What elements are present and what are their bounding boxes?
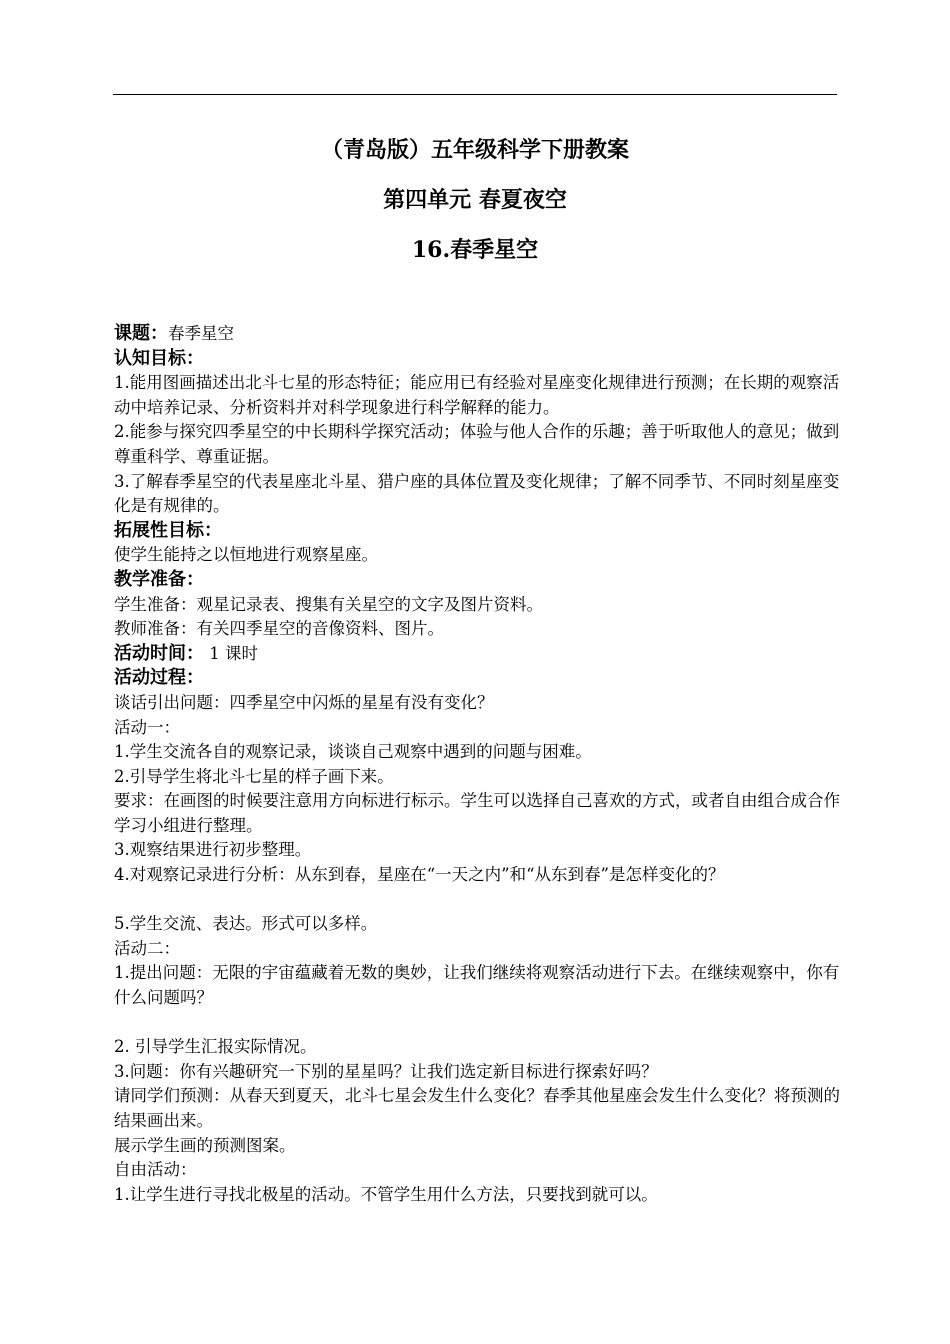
free-activity-item-1: 1.让学生进行寻找北极星的活动。不管学生用什么方法，只要找到就可以。 xyxy=(114,1184,658,1204)
header-rule xyxy=(113,94,837,95)
activity1-item-5: 5.学生交流、表达。形式可以多样。 xyxy=(114,914,378,934)
cognitive-item-2: 2.能参与探究四季星空的中长期科学探究活动；体验与他人合作的乐趣；善于听取他人的意见；做到尊重科学、尊重证据。 xyxy=(114,422,840,466)
activity1-item-3: 3.观察结果进行初步整理。 xyxy=(114,840,312,860)
activity2-show: 展示学生画的预测图案。 xyxy=(114,1135,296,1155)
extended-heading: 拓展性目标： xyxy=(114,519,222,541)
activity1-item-1: 1.学生交流各自的观察记录，谈谈自己观察中遇到的问题与困难。 xyxy=(114,742,592,762)
prep-teacher: 教师准备：有关四季星空的音像资料、图片。 xyxy=(114,619,444,639)
activity2-item-1: 1.提出问题：无限的宇宙蕴藏着无数的奥妙，让我们继续将观察活动进行下去。在继续观察中，你有什么问题吗？ xyxy=(114,963,840,1008)
prep-heading: 教学准备： xyxy=(114,568,204,590)
unit-title: 第四单元 春夏夜空 xyxy=(383,187,567,213)
topic-value: 春季星空 xyxy=(168,324,234,343)
time-value: 1 课时 xyxy=(204,643,258,663)
process-heading: 活动过程： xyxy=(114,667,204,689)
activity1-item-2: 2.引导学生将北斗七星的样子画下来。 xyxy=(114,766,394,786)
lesson-title: 16.春季星空 xyxy=(411,237,539,263)
blank-line xyxy=(114,888,840,913)
extended-text: 使学生能持之以恒地进行观察星座。 xyxy=(114,545,378,565)
topic-line xyxy=(114,322,840,347)
document-title: （青岛版）五年级科学下册教案 xyxy=(320,137,629,163)
activity1-item-4: 4.对观察记录进行分析：从东到春，星座在“一天之内”和“从东到春”是怎样变化的？ xyxy=(114,865,725,885)
time-line xyxy=(114,642,840,667)
process-intro: 谈话引出问题：四季星空中闪烁的星星有没有变化？ xyxy=(114,692,494,712)
activity1-requirement: 要求：在画图的时候要注意用方向标进行标示。学生可以选择自己喜欢的方式，或者自由组合成合作学习小组进行整理。 xyxy=(114,791,840,835)
blank-line xyxy=(114,1011,840,1036)
cognitive-item-1: 1.能用图画描述出北斗七星的形态特征；能应用已有经验对星座变化规律进行预测；在长期的观察活动中培养记录、分析资料并对科学现象进行科学解释的能力。 xyxy=(114,373,840,417)
cognitive-item-3: 3.了解春季星空的代表星座北斗星、猎户座的具体位置及变化规律；了解不同季节、不同时刻星座变化是有规律的。 xyxy=(114,471,840,516)
activity2-title: 活动二： xyxy=(114,938,180,958)
prep-student: 学生准备：观星记录表、搜集有关星空的文字及图片资料。 xyxy=(114,594,543,614)
time-label: 活动时间： xyxy=(114,642,204,664)
activity2-item-2: 2. 引导学生汇报实际情况。 xyxy=(114,1037,317,1057)
topic-label: 课题： xyxy=(114,323,168,344)
free-activity-title: 自由活动： xyxy=(114,1160,197,1180)
lesson-body xyxy=(114,322,840,1207)
cognitive-heading: 认知目标： xyxy=(114,347,204,369)
activity2-prediction: 请同学们预测：从春天到夏天，北斗七星会发生什么变化？春季其他星座会发生什么变化？将预测的结果画出来。 xyxy=(114,1086,840,1130)
activity2-item-3: 3.问题：你有兴趣研究一下别的星星吗？让我们选定新目标进行探索好吗？ xyxy=(114,1061,658,1081)
activity1-title: 活动一： xyxy=(114,717,180,737)
